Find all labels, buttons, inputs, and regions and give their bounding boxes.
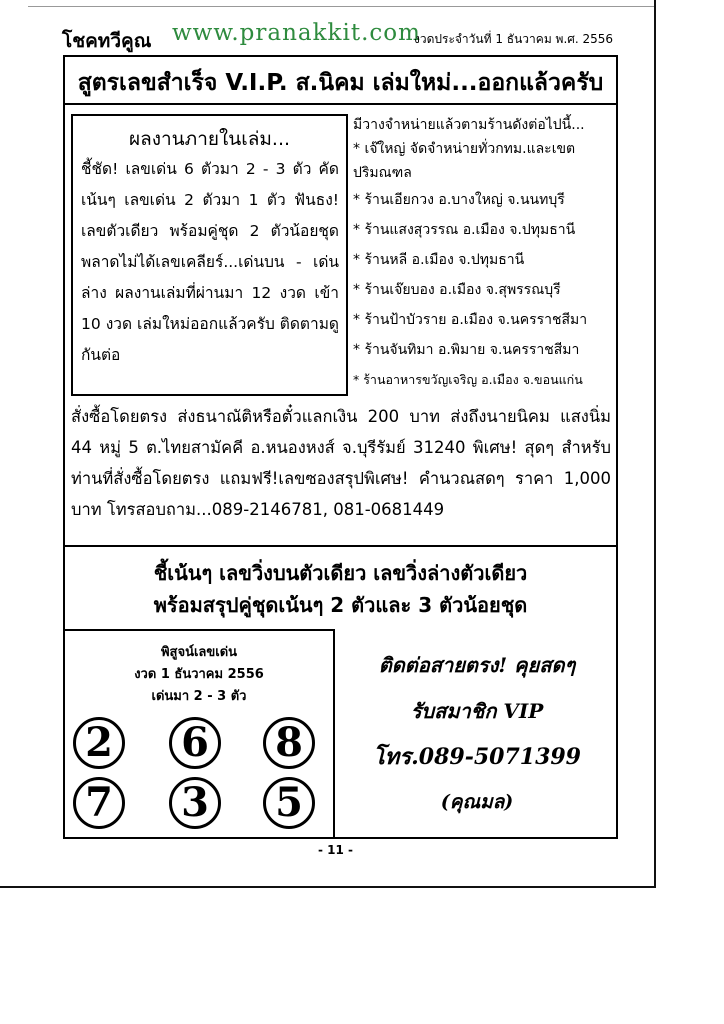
headline-divider <box>65 103 616 105</box>
shop-item: * ร้านป้าบัวราย อ.เมือง จ.นครราชสีมา <box>353 312 588 328</box>
numbers-title: พิสูจน์เลขเด่น <box>160 645 238 660</box>
circled-digit: 3 <box>169 777 221 829</box>
results-body: ชี้ชัด! เลขเด่น 6 ตัวมา 2 - 3 ตัว คัดเน้นๆ เลขเด่น 2 ตัวมา 1 ตัว ฟันธง! เลขตัวเดียว พร้อมคู่ชุด 2 ตัวน้อยชุด พลาดไม่ได้เลขเคลียร์...เด่นบน - เด่นล่าง ผลงานเล่มที่ผ่านมา 12 งวด เข้า 10 งวด เล่มใหม่ออกแล้วครับ ติดตามดูกันต่อ <box>81 160 339 364</box>
shop-item: * ร้านจันทิมา อ.พิมาย จ.นครราชสีมา <box>353 342 580 358</box>
contact-phone[interactable]: โทร.089-5071399 <box>372 744 581 770</box>
page-header <box>62 22 622 52</box>
shop-item: * ร้านเจ๊ยบอง อ.เมือง จ.สุพรรณบุรี <box>353 282 561 298</box>
section-divider <box>65 545 616 547</box>
headline: สูตรเลขสำเร็จ V.I.P. ส.นิคม เล่มใหม่...ออกแล้วครับ <box>77 70 604 96</box>
numbers-date: งวด 1 ธันวาคม 2556 <box>134 667 264 682</box>
circled-digit: 8 <box>263 717 315 769</box>
shop-item: * ร้านแสงสุวรรณ อ.เมือง จ.ปทุมธานี <box>353 222 576 238</box>
order-instructions: สั่งซื้อโดยตรง ส่งธนาณัติหรือตั๋วแลกเงิน 200 บาท ส่งถึงนายนิคม แสงนิ่ม 44 หมู่ 5 ต.ไทยสามัคคี อ.หนองหงส์ จ.บุรีรัมย์ 31240 พิเศษ! สุดๆ สำหรับท่านที่สั่งซื้อโดยตรง แถมฟรี!เลขซองสรุปพิเศษ! คำนวณสดๆ ราคา 1,000 บาท โทรสอบถาม...089-2146781, 081-0681449 <box>71 407 611 519</box>
results-title: ผลงานภายในเล่ม... <box>128 128 291 150</box>
numbers-note: เด่นมา 2 - 3 ตัว <box>151 689 247 704</box>
promo-line-1: ชี้เน้นๆ เลขวิ่งบนตัวเดียว เลขวิ่งล่างตัวเดียว <box>153 561 528 585</box>
page-edge-right <box>654 0 656 888</box>
top-rule <box>28 6 656 7</box>
advertisement-frame <box>63 55 618 839</box>
shop-item: * ร้านอาหารขวัญเจริญ อ.เมือง จ.ขอนแก่น <box>353 372 583 387</box>
circled-digit: 2 <box>73 717 125 769</box>
contact-headline: ติดต่อสายตรง! คุยสดๆ <box>378 653 576 677</box>
shop-item: * ร้านเอียกวง อ.บางใหญ่ จ.นนทบุรี <box>353 192 565 208</box>
circled-digit: 7 <box>73 777 125 829</box>
page-number: - 11 - <box>318 843 354 857</box>
contact-person: (คุณมล) <box>440 791 514 813</box>
circled-digit: 6 <box>169 717 221 769</box>
results-box <box>71 114 348 396</box>
shop-item: * ร้านหลี อ.เมือง จ.ปทุมธานี <box>353 252 525 268</box>
issue-date: งวดประจำวันที่ 1 ธันวาคม พ.ศ. 2556 <box>414 32 614 46</box>
promo-line-2: พร้อมสรุปคู่ชุดเน้นๆ 2 ตัวและ 3 ตัวน้อยชุด <box>153 593 528 617</box>
page-edge-bottom <box>0 886 656 888</box>
brand-name: โชคทวีคูณ <box>62 30 152 52</box>
shop-intro: มีวางจำหน่ายแล้วตามร้านดังต่อไปนี้... * เจ๊ใหญ่ จัดจำหน่ายทั่วกทม.และเขตปริมณฑล <box>353 117 585 181</box>
vip-membership: รับสมาชิก VIP <box>410 699 544 723</box>
circled-digit: 5 <box>263 777 315 829</box>
featured-numbers-panel <box>65 629 335 837</box>
website-url[interactable]: www.pranakkit.com <box>172 20 421 46</box>
shop-list <box>353 113 615 395</box>
